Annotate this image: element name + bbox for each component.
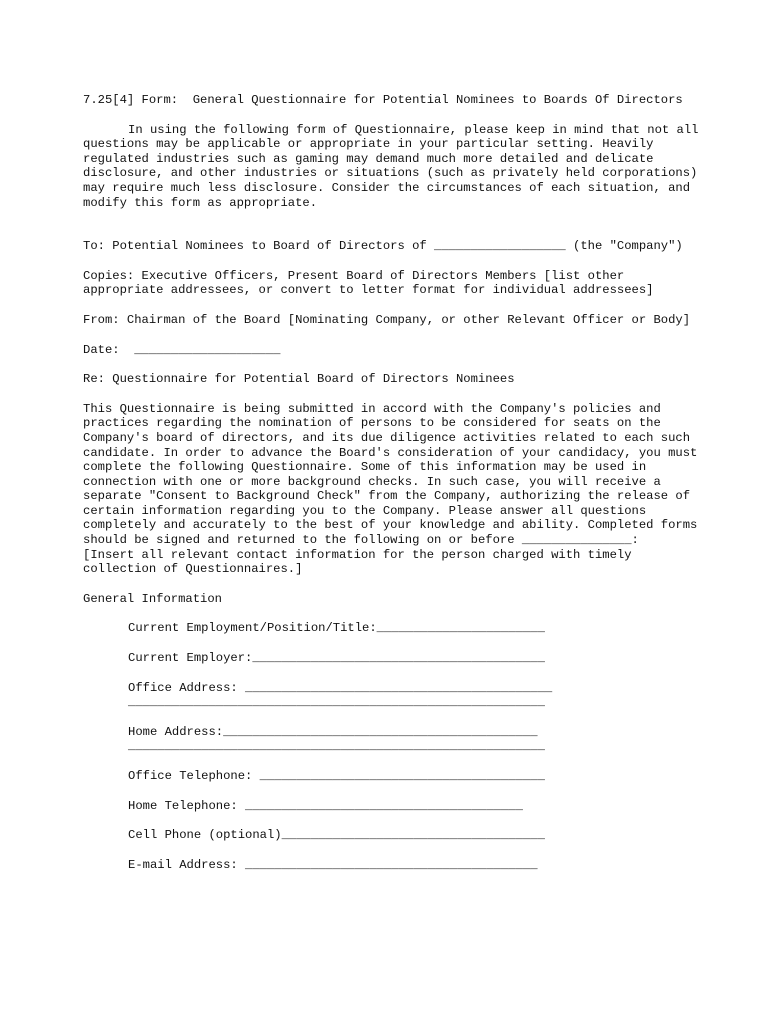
field-current-employer: Current Employer:________________________________________: [128, 651, 545, 666]
memo-re-line: Re: Questionnaire for Potential Board of Directors Nominees: [83, 372, 515, 387]
field-cell-phone: Cell Phone (optional)____________________________________: [128, 828, 545, 843]
document-title: 7.25[4] Form: General Questionnaire for Potential Nominees to Boards Of Directors: [83, 93, 683, 107]
insert-note: [Insert all relevant contact information for the person charged with timely collection of Questionnaires.]: [83, 547, 639, 577]
section-heading-general-information: General Information: [83, 591, 222, 606]
field-email-address: E-mail Address: ________________________________________: [128, 857, 538, 872]
document-page: [83, 93, 706, 887]
field-current-employment: Current Employment/Position/Title:_______________________: [128, 621, 545, 636]
intro-paragraph: In using the following form of Questionnaire, please keep in mind that not all questions may be applicable or appropriate in your particular setting. Heavily regulated industries such as gaming may demand much more detailed and delicate disclosure, and other industries or situations (such as privately held corporations) may require much less disclosure. Consider the circumstances of each situation, and modify this form as appropriate.: [83, 122, 706, 210]
memo-date-line: Date: ____________________: [83, 342, 281, 357]
office-address-line-2: _________________________________________________________: [128, 695, 545, 710]
field-home-address: [128, 725, 703, 754]
memo-to-line: To: Potential Nominees to Board of Directors of __________________ (the "Company"): [83, 239, 683, 254]
field-office-address: [128, 681, 703, 710]
field-home-telephone: Home Telephone: ______________________________________: [128, 798, 523, 813]
field-office-telephone: Office Telephone: _______________________________________: [128, 769, 545, 783]
office-address-line-1: Office Address: __________________________________________: [128, 680, 553, 695]
home-address-line-2: _________________________________________________________: [128, 739, 545, 754]
memo-copies-line: Copies: Executive Officers, Present Board of Directors Members [list other appropriate addressees, or convert to letter format for individual addressees]: [83, 268, 654, 298]
home-address-line-1: Home Address:___________________________________________: [128, 724, 538, 739]
memo-from-line: From: Chairman of the Board [Nominating Company, or other Relevant Officer or Body]: [83, 312, 691, 327]
body-paragraph: This Questionnaire is being submitted in accord with the Company's policies and practices regarding the nomination of persons to be considered for seats on the Company's board of directors, and its due diligence activities related to each such candidate. In order to advance the Board's consideration of your candidacy, you must complete the following Questionnaire. Some of this information may be used in connection with one or more background checks. In such case, you will receive a separate "Consent to Background Check" from the Company, authorizing the release of certain information regarding you to the Company. Please answer all questions completely and accurately to the best of your knowledge and ability. Completed forms should be signed and returned to the following on or before _______________:: [83, 401, 705, 548]
